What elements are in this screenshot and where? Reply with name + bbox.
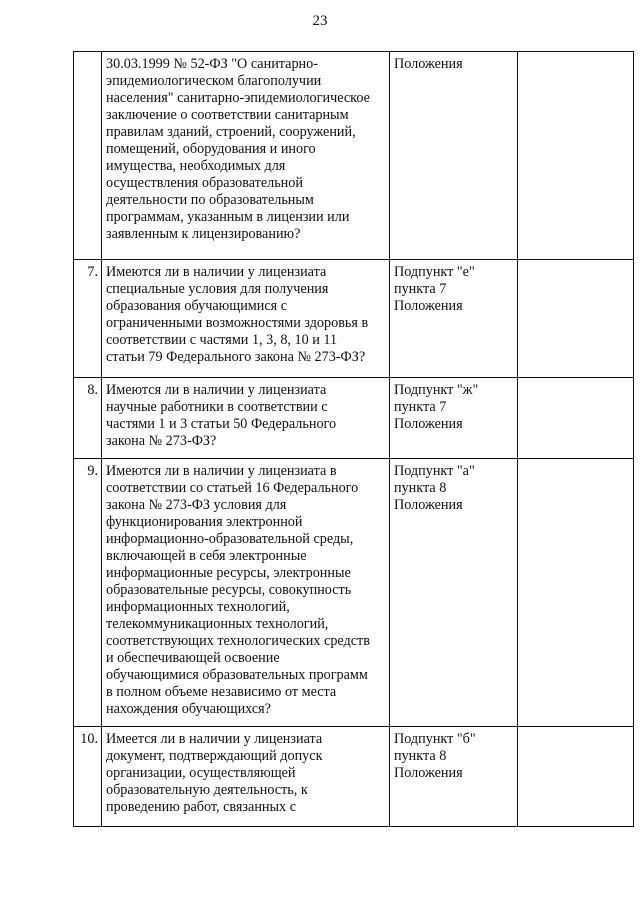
answer-cell	[518, 52, 634, 260]
question-cell	[102, 459, 390, 727]
answer-cell	[518, 260, 634, 378]
question-cell	[102, 727, 390, 827]
row-number: 10.	[74, 727, 102, 827]
table-row	[74, 459, 634, 727]
question-text: Имеется ли в наличии у лицензиата документ, подтверждающий допуск организации, осуществляющей образовательную деятельность, к проведению работ, связанных с	[106, 731, 323, 815]
row-number: 9.	[74, 459, 102, 727]
row-number: 8.	[74, 378, 102, 459]
question-text: 30.03.1999 № 52-ФЗ "О санитарно- эпидемиологическом благополучии населения" санитарно-эпидемиологическое заключение о соответствии санитарным правилам зданий, строений, сооружений, помещений, оборудования и иного имущества, необходимых для осуществления образовательной деятельности по образовательным программам, указанным в лицензии или заявленным к лицензированию?	[106, 56, 370, 242]
reference-cell	[390, 52, 518, 260]
row-number	[74, 52, 102, 260]
reference-text: Подпункт "ж" пункта 7 Положения	[394, 382, 479, 432]
question-text: Имеются ли в наличии у лицензиата научные работники в соответствии с частями 1 и 3 статьи 50 Федерального закона № 273-ФЗ?	[106, 382, 337, 449]
answer-cell	[518, 378, 634, 459]
reference-cell	[390, 727, 518, 827]
answer-cell	[518, 727, 634, 827]
reference-text: Подпункт "е" пункта 7 Положения	[394, 264, 475, 314]
table-row	[74, 52, 634, 260]
reference-text: Подпункт "а" пункта 8 Положения	[394, 463, 475, 513]
question-cell	[102, 52, 390, 260]
page-number: 23	[312, 13, 328, 29]
table-row	[74, 378, 634, 459]
row-number: 7.	[74, 260, 102, 378]
answer-cell	[518, 459, 634, 727]
reference-cell	[390, 378, 518, 459]
reference-text: Подпункт "б" пункта 8 Положения	[394, 731, 476, 781]
reference-cell	[390, 459, 518, 727]
question-cell	[102, 260, 390, 378]
question-cell	[102, 378, 390, 459]
question-text: Имеются ли в наличии у лицензиата специальные условия для получения образования обучающимися с ограниченными возможностями здоровья в соответствии с частями 1, 3, 8, 10 и 11 статьи 79 Федерального закона № 273-ФЗ?	[106, 264, 369, 365]
reference-cell	[390, 260, 518, 378]
checklist-table	[73, 51, 634, 827]
table-row	[74, 260, 634, 378]
reference-text: Положения	[394, 56, 463, 72]
question-text: Имеются ли в наличии у лицензиата в соответствии со статьей 16 Федерального закона № 273-ФЗ условия для функционирования электронной информационно-образовательной среды, включающей в себя электронные информационные ресурсы, электронные образовательные ресурсы, совокупность информационных технологий, телекоммуникационных технологий, соответствующих технологических средств и обеспечивающей освоение обучающимися образовательных программ в полном объеме независимо от места нахождения обучающихся?	[106, 463, 370, 717]
table-row	[74, 727, 634, 827]
